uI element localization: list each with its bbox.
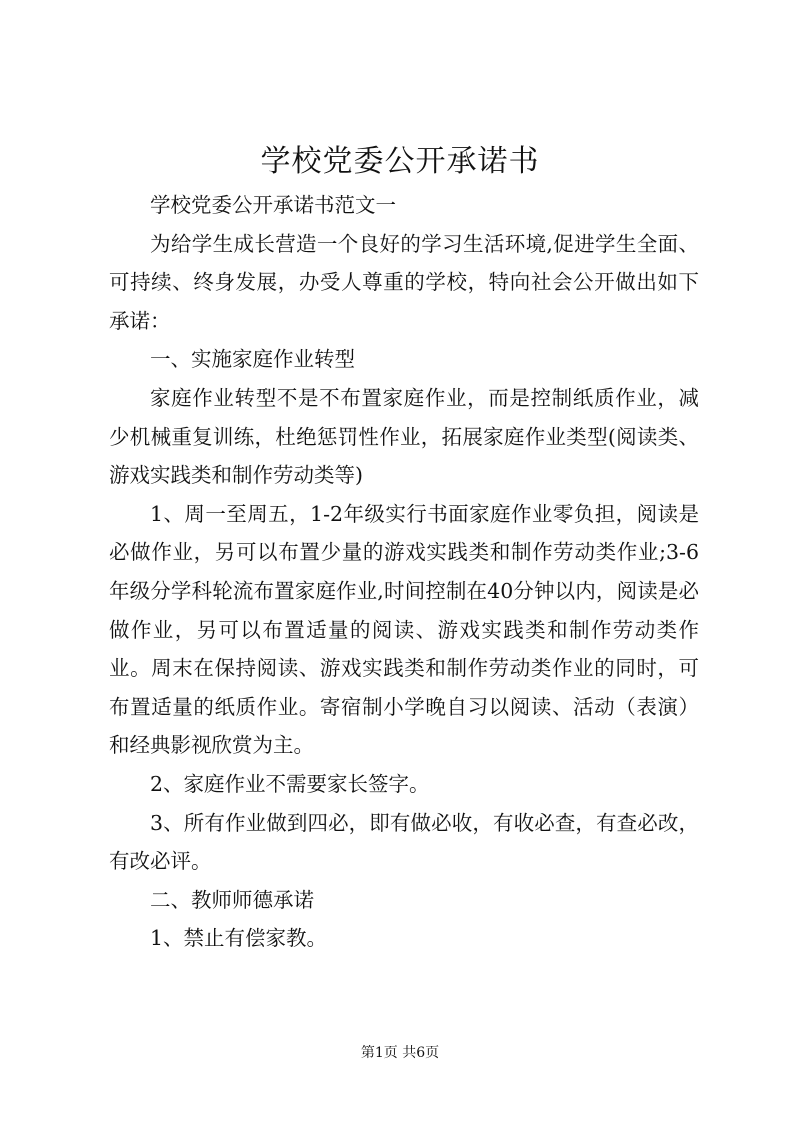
paragraph-subtitle: 学校党委公开承诺书范文一 <box>150 193 396 217</box>
section-heading-1: 一、实施家庭作业转型 <box>150 347 355 372</box>
page-footer: 第1页 共6页 <box>360 1045 440 1061</box>
section-heading-2: 二、教师师德承诺 <box>150 887 314 912</box>
list-item: 3、所有作业做到四必，即有做必收，有收必查，有查必改，有改必评。 <box>109 810 699 874</box>
document-body <box>109 186 699 958</box>
list-item: 1、周一至周五，1-2年级实行书面家庭作业零负担，阅读是必做作业，另可以布置少量的游戏实践类和制作劳动类作业;3-6年级分学科轮流布置家庭作业,时间控制在40分钟以内，阅读是必做作业，另可以布置适量的阅读、游戏实践类和制作劳动类作业。周末在保持阅读、游戏实践类和制作劳动类作业的同时，可布置适量的纸质作业。寄宿制小学晚自习以阅读、活动（表演）和经典影视欣赏为主。 <box>109 501 699 758</box>
paragraph-intro: 为给学生成长营造一个良好的学习生活环境,促进学生全面、可持续、终身发展，办受人尊重的学校，特向社会公开做出如下承诺： <box>109 231 699 333</box>
list-item: 2、家庭作业不需要家长签字。 <box>150 771 430 796</box>
paragraph: 家庭作业转型不是不布置家庭作业，而是控制纸质作业，减少机械重复训练，杜绝惩罚性作业，拓展家庭作业类型(阅读类、游戏实践类和制作劳动类等) <box>109 385 699 488</box>
list-item: 1、禁止有偿家教。 <box>150 926 328 951</box>
document-title: 学校党委公开承诺书 <box>260 144 540 179</box>
